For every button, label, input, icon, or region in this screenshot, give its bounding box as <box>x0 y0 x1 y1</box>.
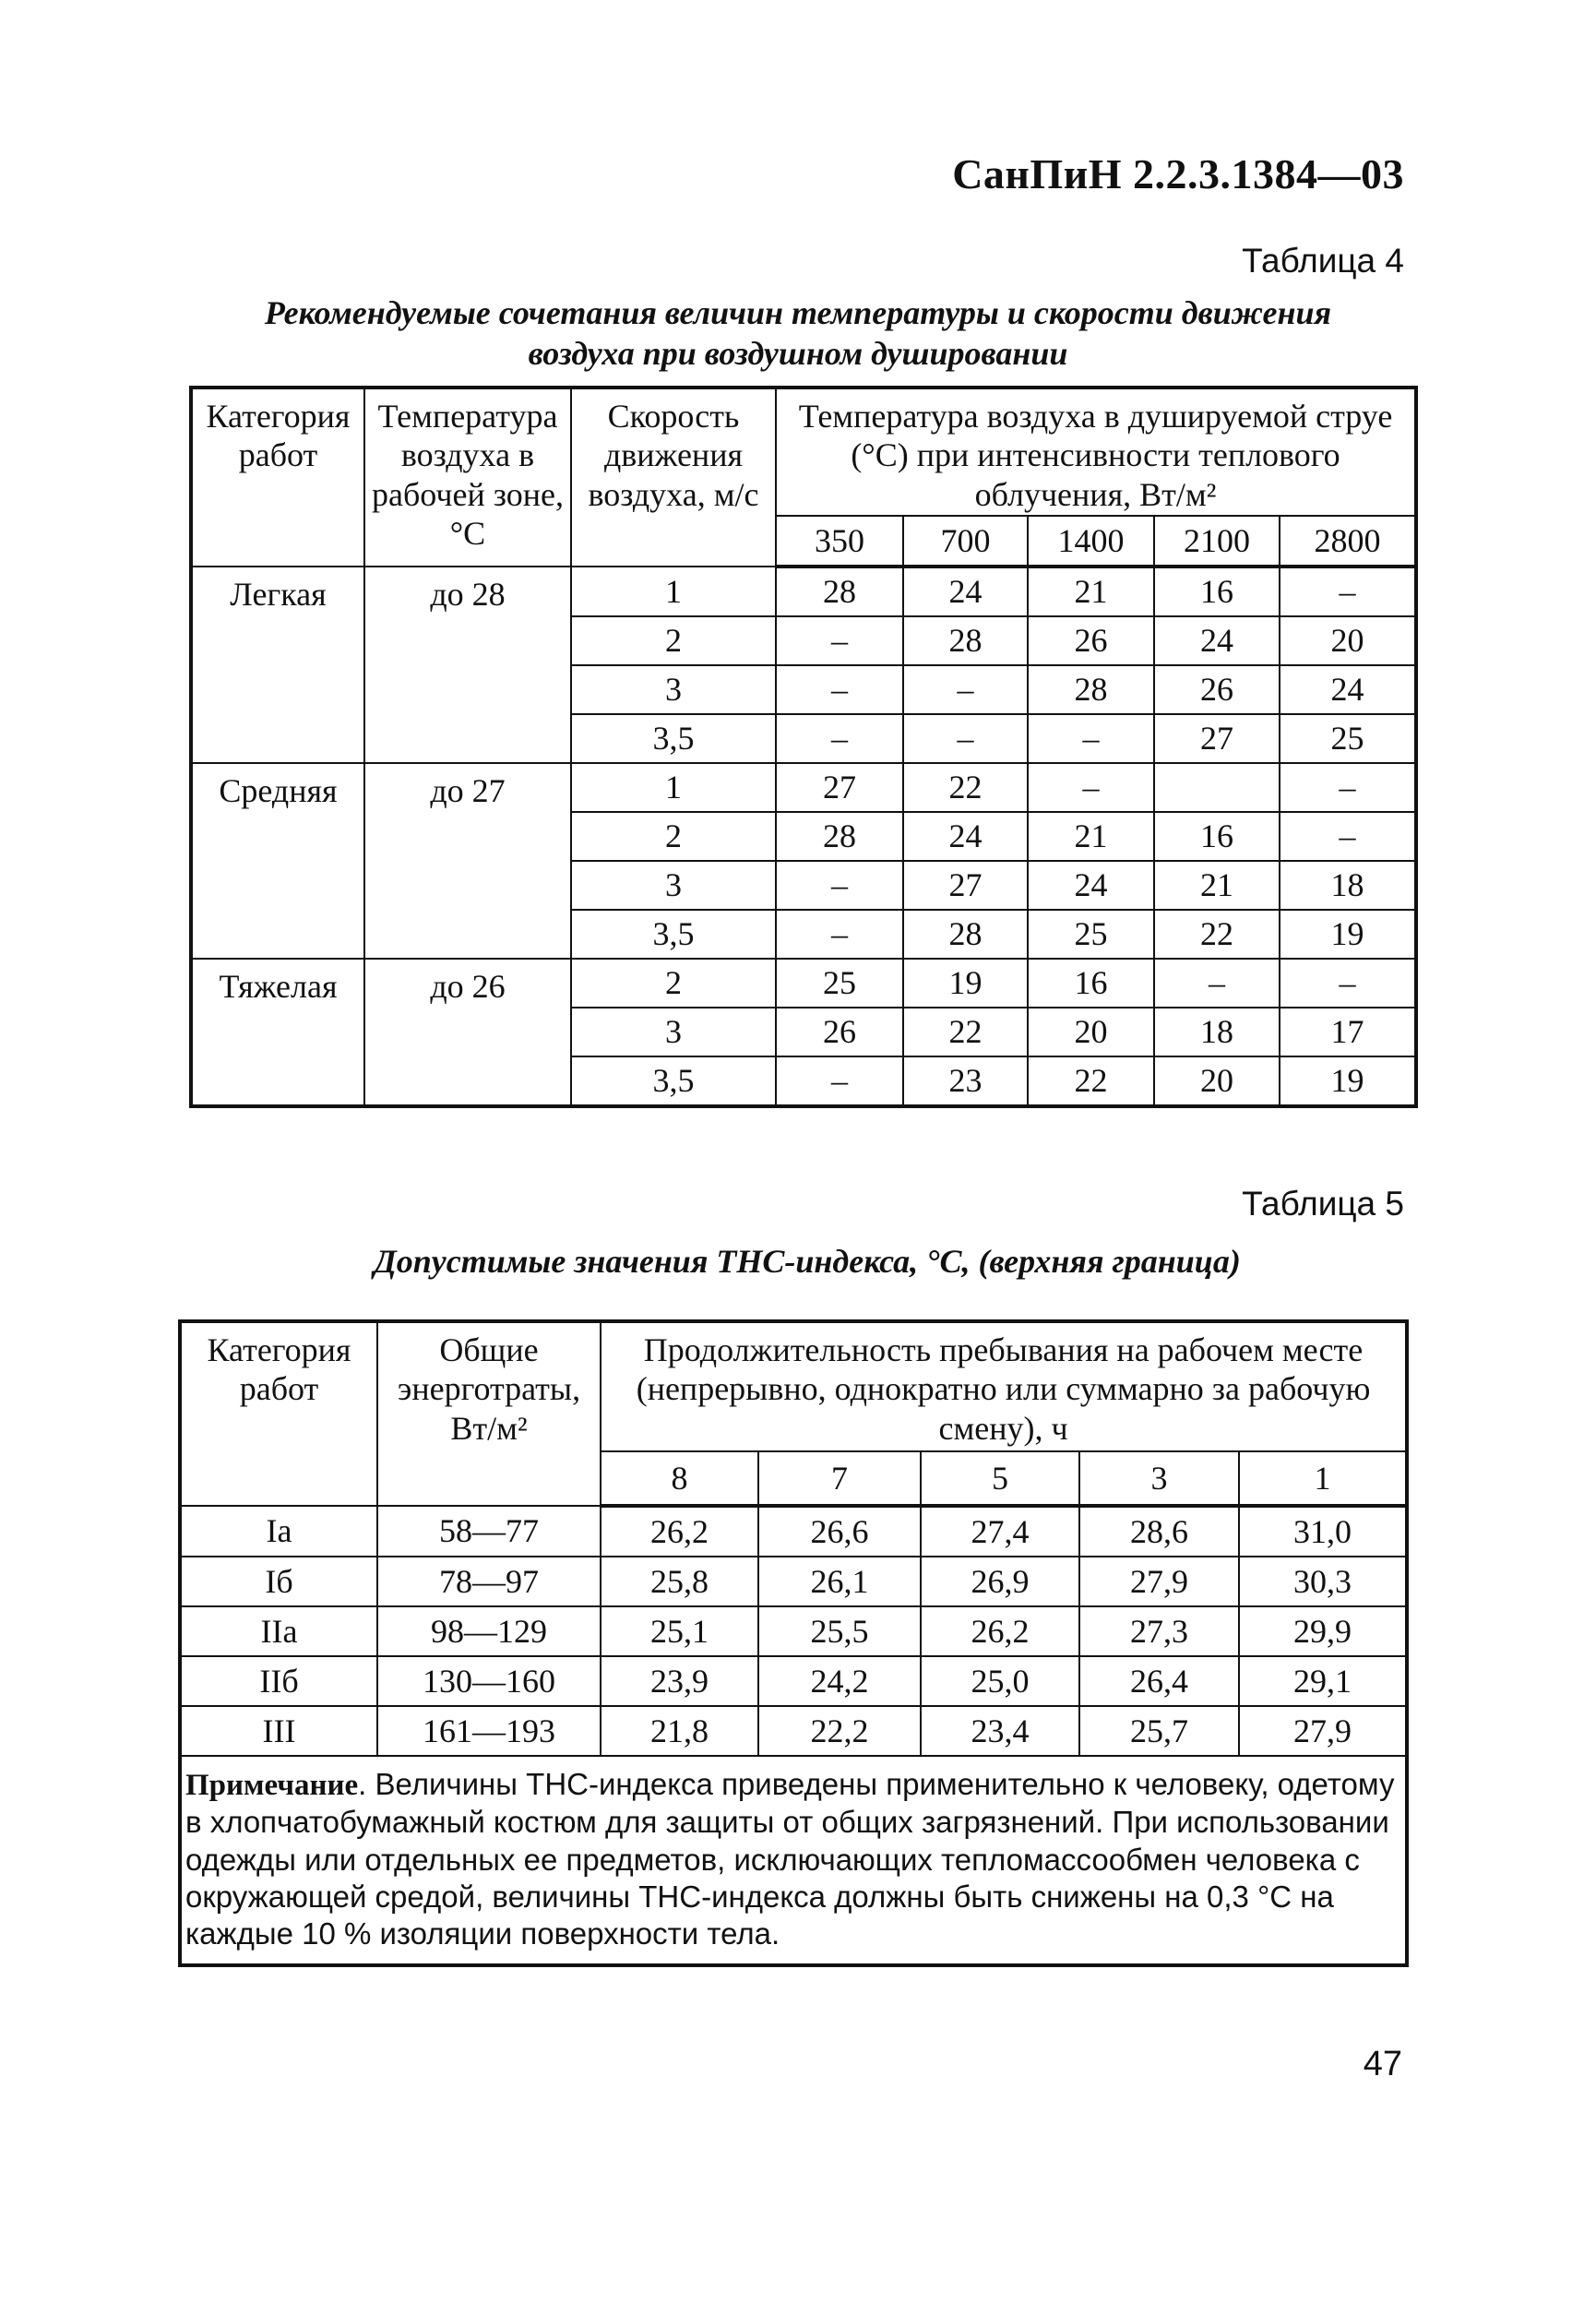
t4-value-cell: 19 <box>1280 1056 1416 1106</box>
t4-value-cell: 18 <box>1280 861 1416 910</box>
t5-category-cell: IIб <box>180 1656 377 1706</box>
t4-value-cell: 28 <box>1028 665 1154 714</box>
t5-header-duration: Продолжительность пребывания на рабочем месте (непрерывно, однократно или суммарно за рабочую смену), ч <box>601 1321 1407 1451</box>
table-row <box>180 1706 1407 1756</box>
t4-value-cell: 25 <box>776 959 903 1008</box>
table-row <box>191 567 1416 616</box>
t5-header-hours: 1 <box>1239 1451 1407 1506</box>
t5-header-energy: Общие энерготраты, Вт/м² <box>377 1321 601 1506</box>
table-row <box>180 1506 1407 1557</box>
t5-energy-cell: 98—129 <box>377 1606 601 1656</box>
t4-speed-cell: 2 <box>571 616 776 665</box>
t4-value-cell: 20 <box>1028 1008 1154 1056</box>
t5-header-hours: 8 <box>601 1451 758 1506</box>
t4-value-cell: – <box>1280 812 1416 861</box>
t4-value-cell: 22 <box>903 1008 1028 1056</box>
t4-value-cell: – <box>1028 714 1154 763</box>
t5-energy-cell: 161—193 <box>377 1706 601 1756</box>
t4-value-cell: 20 <box>1280 616 1416 665</box>
t5-value-cell: 29,1 <box>1239 1656 1407 1706</box>
t5-value-cell: 27,3 <box>1079 1606 1239 1656</box>
t4-value-cell: – <box>776 665 903 714</box>
t4-value-cell: – <box>776 910 903 959</box>
t4-value-cell: 25 <box>1028 910 1154 959</box>
t5-header-hours: 3 <box>1079 1451 1239 1506</box>
t5-category-cell: IIа <box>180 1606 377 1656</box>
t5-value-cell: 25,5 <box>758 1606 921 1656</box>
t4-speed-cell: 3,5 <box>571 714 776 763</box>
t5-category-cell: Iб <box>180 1557 377 1606</box>
t5-value-cell: 28,6 <box>1079 1506 1239 1557</box>
t4-value-cell: – <box>1280 763 1416 812</box>
table-row <box>180 1557 1407 1606</box>
t4-value-cell: 22 <box>903 763 1028 812</box>
t4-value-cell: – <box>776 616 903 665</box>
t5-value-cell: 26,1 <box>758 1557 921 1606</box>
t4-speed-cell: 3,5 <box>571 910 776 959</box>
t5-header-hours: 7 <box>758 1451 921 1506</box>
t4-value-cell: – <box>1280 567 1416 616</box>
table4-title <box>175 293 1421 375</box>
t4-value-cell: 24 <box>903 567 1028 616</box>
t4-value-cell: 24 <box>1154 616 1280 665</box>
t5-value-cell: 23,9 <box>601 1656 758 1706</box>
t4-category-cell: Легкая <box>191 567 364 763</box>
t4-value-cell <box>1154 763 1280 812</box>
t5-value-cell: 27,4 <box>921 1506 1079 1557</box>
t4-value-cell: 28 <box>903 910 1028 959</box>
t4-value-cell: – <box>776 1056 903 1106</box>
t4-value-cell: 19 <box>903 959 1028 1008</box>
table4-title-line2: воздуха при воздушном душировании <box>528 334 1068 372</box>
t4-value-cell: – <box>903 714 1028 763</box>
note-label: Примечание <box>185 1769 359 1802</box>
t4-speed-cell: 3 <box>571 861 776 910</box>
t4-speed-cell: 1 <box>571 763 776 812</box>
t4-value-cell: – <box>776 714 903 763</box>
t4-value-cell: 28 <box>776 567 903 616</box>
t5-value-cell: 26,4 <box>1079 1656 1239 1706</box>
t4-value-cell: 16 <box>1028 959 1154 1008</box>
t4-value-cell: – <box>1280 959 1416 1008</box>
t5-energy-cell: 130—160 <box>377 1656 601 1706</box>
t4-value-cell: 25 <box>1280 714 1416 763</box>
t4-speed-cell: 1 <box>571 567 776 616</box>
t5-header-hours: 5 <box>921 1451 1079 1506</box>
t5-category-cell: III <box>180 1706 377 1756</box>
t4-value-cell: 21 <box>1028 567 1154 616</box>
t4-value-cell: – <box>776 861 903 910</box>
t5-value-cell: 29,9 <box>1239 1606 1407 1656</box>
t4-temp-cell: до 28 <box>364 567 571 763</box>
t5-value-cell: 25,8 <box>601 1557 758 1606</box>
t5-value-cell: 24,2 <box>758 1656 921 1706</box>
t4-temp-cell: до 26 <box>364 959 571 1106</box>
table-row <box>191 959 1416 1008</box>
t4-value-cell: 17 <box>1280 1008 1416 1056</box>
t4-value-cell: 27 <box>903 861 1028 910</box>
table4 <box>189 386 1418 1108</box>
t5-value-cell: 26,2 <box>921 1606 1079 1656</box>
t4-value-cell: – <box>1028 763 1154 812</box>
t4-value-cell: 23 <box>903 1056 1028 1106</box>
t4-value-cell: 28 <box>776 812 903 861</box>
t4-value-cell: 27 <box>776 763 903 812</box>
t5-value-cell: 26,6 <box>758 1506 921 1557</box>
t4-value-cell: 22 <box>1154 910 1280 959</box>
t5-value-cell: 27,9 <box>1239 1706 1407 1756</box>
t4-value-cell: 24 <box>1028 861 1154 910</box>
t4-temp-cell: до 27 <box>364 763 571 959</box>
table-row <box>180 1606 1407 1656</box>
t5-energy-cell: 58—77 <box>377 1506 601 1557</box>
t4-speed-cell: 3,5 <box>571 1056 776 1106</box>
t4-value-cell: – <box>1154 959 1280 1008</box>
t4-value-cell: – <box>903 665 1028 714</box>
t4-value-cell: 18 <box>1154 1008 1280 1056</box>
t4-value-cell: 21 <box>1028 812 1154 861</box>
t4-speed-cell: 3 <box>571 1008 776 1056</box>
t4-value-cell: 20 <box>1154 1056 1280 1106</box>
t5-value-cell: 26,9 <box>921 1557 1079 1606</box>
t4-header-work-temp: Температура воздуха в рабочей зоне, °С <box>364 388 571 567</box>
t4-speed-cell: 2 <box>571 812 776 861</box>
t4-header-intensity: 2100 <box>1154 516 1280 567</box>
t5-value-cell: 25,0 <box>921 1656 1079 1706</box>
t4-header-intensity: 1400 <box>1028 516 1154 567</box>
t4-speed-cell: 2 <box>571 959 776 1008</box>
t4-value-cell: 26 <box>1154 665 1280 714</box>
t4-header-intensity: 700 <box>903 516 1028 567</box>
t5-category-cell: Iа <box>180 1506 377 1557</box>
t4-value-cell: 26 <box>1028 616 1154 665</box>
t4-speed-cell: 3 <box>571 665 776 714</box>
t4-value-cell: 21 <box>1154 861 1280 910</box>
t5-value-cell: 26,2 <box>601 1506 758 1557</box>
t4-category-cell: Средняя <box>191 763 364 959</box>
t5-value-cell: 21,8 <box>601 1706 758 1756</box>
t5-value-cell: 27,9 <box>1079 1557 1239 1606</box>
t4-header-category: Категория работ <box>191 388 364 567</box>
page-number: 47 <box>1363 2045 1402 2083</box>
t4-value-cell: 26 <box>776 1008 903 1056</box>
note-text: . Величины ТНС-индекса приведены применительно к человеку, одетому в хлопчатобумажный костюм для защиты от общих загрязнений. При использовании одежды или отдельных ее предметов, исключающих тепломассообмен человека с окружающей средой, величины ТНС-индекса должны быть снижены на 0,3 °С на каждые 10 % изоляции поверхности тела. <box>185 1767 1395 1951</box>
table5-title: Допустимые значения ТНС-индекса, °С, (верхняя граница) <box>374 1243 1241 1280</box>
t5-value-cell: 31,0 <box>1239 1506 1407 1557</box>
t5-value-cell: 25,1 <box>601 1606 758 1656</box>
t4-value-cell: 16 <box>1154 812 1280 861</box>
t4-value-cell: 24 <box>903 812 1028 861</box>
t4-category-cell: Тяжелая <box>191 959 364 1106</box>
t4-value-cell: 28 <box>903 616 1028 665</box>
table4-label: Таблица 4 <box>1242 242 1404 280</box>
t4-value-cell: 22 <box>1028 1056 1154 1106</box>
t4-header-intensity: 350 <box>776 516 903 567</box>
t5-header-category: Категория работ <box>180 1321 377 1506</box>
document-code: СанПиН 2.2.3.1384—03 <box>952 150 1404 197</box>
t4-header-speed: Скорость движения воздуха, м/с <box>571 388 776 567</box>
t5-value-cell: 22,2 <box>758 1706 921 1756</box>
t4-value-cell: 24 <box>1280 665 1416 714</box>
table-row <box>191 763 1416 812</box>
table4-title-line1: Рекомендуемые сочетания величин температуры и скорости движения <box>264 294 1332 331</box>
t4-value-cell: 16 <box>1154 567 1280 616</box>
t5-value-cell: 23,4 <box>921 1706 1079 1756</box>
table5 <box>178 1319 1409 1967</box>
t4-header-intensity: 2800 <box>1280 516 1416 567</box>
t5-value-cell: 25,7 <box>1079 1706 1239 1756</box>
table-row <box>180 1656 1407 1706</box>
table5-label: Таблица 5 <box>1242 1185 1404 1223</box>
t4-value-cell: 27 <box>1154 714 1280 763</box>
table5-note <box>180 1756 1407 1965</box>
t5-value-cell: 30,3 <box>1239 1557 1407 1606</box>
t4-header-shower-temp: Температура воздуха в душируемой струе (°С) при интенсивности теплового облучения, Вт/м² <box>776 388 1416 516</box>
t4-value-cell: 19 <box>1280 910 1416 959</box>
t5-energy-cell: 78—97 <box>377 1557 601 1606</box>
